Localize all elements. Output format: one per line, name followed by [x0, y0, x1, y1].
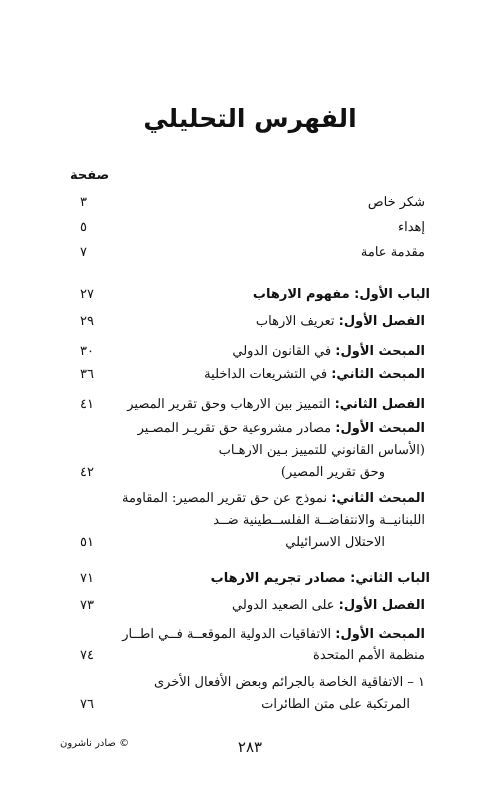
entry-title: الاتفاقيات الدولية الموقعــة فــي اطــار — [122, 627, 336, 642]
entry-line: وحق تقرير المصير) — [280, 465, 385, 480]
entry-page: ٥ — [80, 220, 87, 235]
entry-line — [138, 418, 425, 440]
entry-title: في القانون الدولي — [232, 344, 336, 359]
entry-title: على الصعيد الدولي — [232, 598, 339, 613]
entry-page: ٤٢ — [80, 465, 94, 480]
entry-page: ٢٩ — [80, 314, 94, 329]
entry-page: ٧ — [80, 245, 87, 260]
entry-page: ٤١ — [80, 397, 94, 412]
entry-page: ٧١ — [80, 571, 94, 586]
entry-label: المبحث الثاني: — [331, 367, 425, 382]
entry-text: شكر خاص — [367, 195, 425, 210]
entry-page: ٣٦ — [80, 367, 94, 382]
entry-title: التمييز بين الارهاب وحق تقرير المصير — [127, 397, 335, 412]
entry-line — [122, 488, 425, 510]
entry-label: المبحث الثاني: — [331, 491, 425, 506]
entry-label: المبحث الأول: — [335, 627, 425, 642]
entry-label: المبحث الأول: — [335, 421, 425, 436]
entry-text — [256, 311, 425, 333]
entry-title: مصادر مشروعية حق تقريـر المصـير — [137, 421, 336, 436]
entry-label: الفصل الثاني: — [334, 397, 425, 412]
entry-text — [232, 595, 425, 617]
entry-line: المرتكبة على متن الطائرات — [261, 697, 410, 712]
entry-page: ٧٣ — [80, 598, 94, 613]
entry-text — [127, 394, 425, 416]
entry-page: ٥١ — [80, 535, 94, 550]
entry-text: الباب الأول: مفهوم الارهاب — [252, 287, 430, 302]
entry-text: مقدمة عامة — [360, 245, 425, 260]
entry-page: ٢٧ — [80, 287, 94, 302]
page-title: الفهرس التحليلي — [143, 104, 357, 133]
entry-title: في التشريعات الداخلية — [204, 367, 332, 382]
entry-line — [122, 624, 425, 646]
entry-line: ١ – الاتفاقية الخاصة بالجرائم وبعض الأفعال الأخرى — [153, 675, 425, 690]
entry-line: الاحتلال الاسرائيلي — [285, 535, 385, 550]
entry-line: (الأساس القانوني للتمييز بـين الارهـاب — [218, 443, 425, 458]
publisher-credit: © صادر ناشرون — [60, 738, 130, 749]
entry-text: الباب الثاني: مصادر تجريم الارهاب — [210, 571, 430, 586]
page-column-header: صفحة — [70, 168, 110, 183]
entry-text — [204, 364, 425, 386]
entry-page: ٣٠ — [80, 344, 94, 359]
entry-label: الفصل الأول: — [338, 314, 425, 329]
entry-page: ٧٤ — [80, 648, 94, 663]
entry-page: ٧٦ — [80, 697, 94, 712]
entry-line: منظمة الأمم المتحدة — [313, 648, 425, 663]
entry-page: ٣ — [80, 195, 87, 210]
entry-title: نموذج عن حق تقرير المصير: المقاومة — [122, 491, 332, 506]
entry-text: إهداء — [397, 220, 425, 235]
entry-label: الفصل الأول: — [338, 598, 425, 613]
page-number: ٢٨٣ — [237, 738, 263, 756]
entry-label: المبحث الأول: — [335, 344, 425, 359]
entry-line: اللبنانيــة والانتفاضــة الفلســطينية ضــد — [213, 513, 425, 528]
entry-text — [232, 341, 425, 363]
entry-title: تعريف الارهاب — [255, 314, 339, 329]
